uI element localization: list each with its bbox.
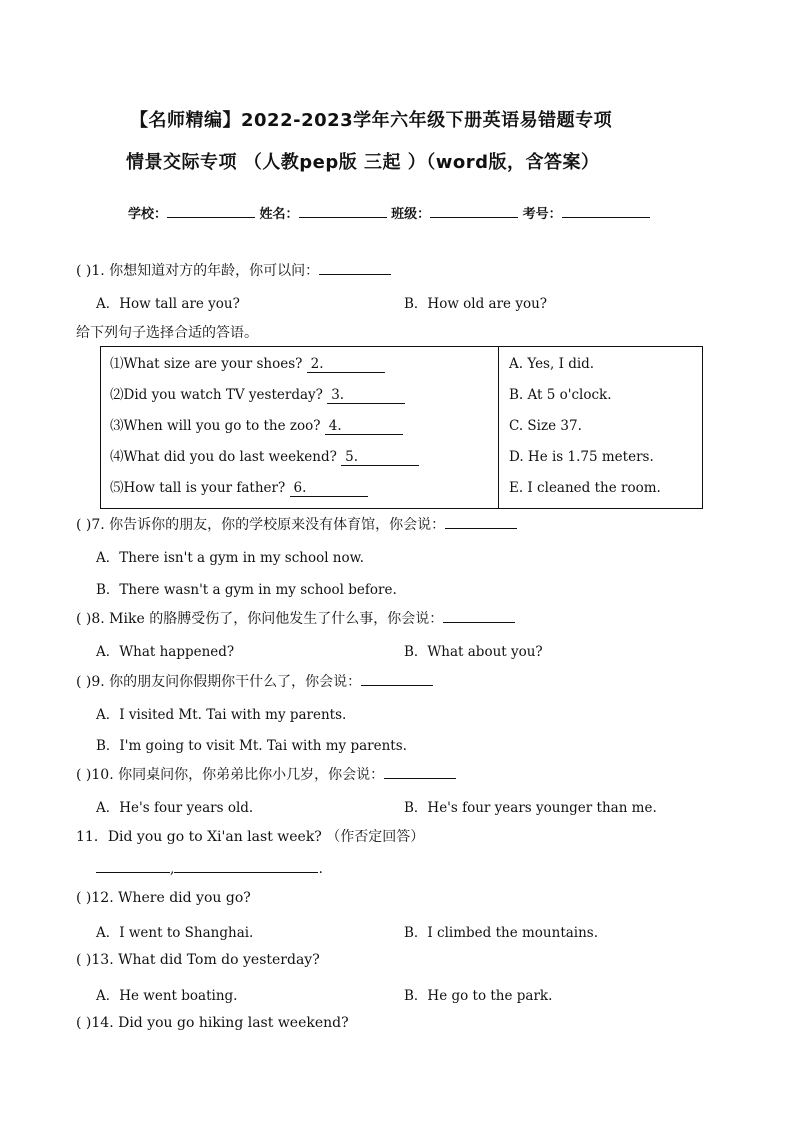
matching-questions [101,347,499,509]
match-question-1: ⑴What size are your shoes? 2. [110,353,498,384]
match-answer-e: E. I cleaned the room. [509,480,661,496]
question-7-option-b: B．There wasn't a gym in my school before. [96,582,397,598]
question-12-text: 12. Where did you go? [91,890,251,906]
answer-paren[interactable]: ( ) [76,517,92,533]
school-label: 学校： [128,207,168,222]
name-label: 姓名： [259,207,299,222]
match-answer-a: A. Yes, I did. [509,356,595,372]
answer-blank[interactable] [445,514,517,529]
answer-paren[interactable]: ( ) [76,611,92,627]
match-question-4: ⑷What did you do last weekend? 5. [110,446,498,477]
question-10-option-b: B．He's four years younger than me. [404,800,657,816]
matching-answers [499,347,703,509]
match-blank-2[interactable]: 2. [307,356,385,373]
exam-number-field[interactable] [562,203,650,218]
question-1 [76,260,391,280]
question-7-text: 7. 你告诉你的朋友，你的学校原来没有体育馆，你会说： [91,517,446,533]
answer-blank[interactable] [319,260,391,275]
question-10 [76,764,456,784]
question-13-option-b: B．He go to the park. [404,988,553,1004]
title-line-1: 【名师精编】2022-2023学年六年级下册英语易错题专项 [130,110,613,131]
class-field[interactable] [430,203,518,218]
answer-paren[interactable]: ( ) [76,263,92,279]
exam-number-label: 考号： [522,207,562,222]
question-9-text: 9. 你的朋友问你假期你干什么了，你会说： [91,674,362,690]
name-field[interactable] [299,203,387,218]
question-14 [76,1015,349,1031]
school-field[interactable] [167,203,255,218]
title-line-2: 情景交际专项 （人教pep版 三起 ）（word版，含答案） [126,152,600,173]
answer-paren[interactable]: ( ) [76,952,92,968]
question-12-option-b: B．I climbed the mountains. [404,925,599,941]
answer-paren[interactable]: ( ) [76,890,92,906]
question-11-answer: , . [96,858,323,877]
match-question-2: ⑵Did you watch TV yesterday? 3. [110,384,498,415]
match-answer-b: B. At 5 o'clock. [509,387,612,403]
question-10-option-a: A．He's four years old. [96,800,254,816]
question-14-text: 14. Did you go hiking last weekend? [91,1015,349,1031]
answer-paren[interactable]: ( ) [76,1015,92,1031]
question-8-text: 8. Mike 的胳膊受伤了，你问他发生了什么事，你会说： [91,611,444,627]
answer-blank-2[interactable] [174,858,318,873]
question-8 [76,608,515,628]
class-label: 班级： [391,207,431,222]
question-9-option-a: A．I visited Mt. Tai with my parents. [96,707,347,723]
question-9 [76,671,433,691]
question-1-option-b: B．How old are you? [404,296,548,312]
answer-blank[interactable] [384,764,456,779]
info-line [128,203,650,222]
match-answer-c: C. Size 37. [509,418,582,434]
question-8-option-a: A．What happened? [96,644,235,660]
match-blank-3[interactable]: 3. [327,387,405,404]
question-12-option-a: A．I went to Shanghai. [96,925,254,941]
answer-blank[interactable] [443,608,515,623]
match-answer-d: D. He is 1.75 meters. [509,449,654,465]
answer-blank[interactable] [361,671,433,686]
match-blank-5[interactable]: 5. [341,449,419,466]
matching-instruction: 给下列句子选择合适的答语。 [76,325,258,341]
question-10-text: 10. 你同桌问你，你弟弟比你小几岁，你会说： [91,767,385,783]
question-1-text: 1. 你想知道对方的年龄，你可以问： [91,263,320,279]
question-11-text: 11．Did you go to Xi'an last week? （作否定回答） [76,829,425,845]
question-9-option-b: B．I'm going to visit Mt. Tai with my parents. [96,738,407,754]
match-question-3: ⑶When will you go to the zoo? 4. [110,415,498,446]
question-12 [76,890,251,906]
match-blank-4[interactable]: 4. [325,418,403,435]
question-13 [76,952,320,968]
answer-paren[interactable]: ( ) [76,767,92,783]
question-1-option-a: A．How tall are you? [96,296,240,312]
answer-blank-1[interactable] [96,858,170,873]
question-7-option-a: A．There isn't a gym in my school now. [96,550,364,566]
match-blank-6[interactable]: 6. [290,480,368,497]
question-13-option-a: A．He went boating. [96,988,238,1004]
question-7 [76,514,517,534]
question-13-text: 13. What did Tom do yesterday? [91,952,320,968]
question-8-option-b: B．What about you? [404,644,543,660]
matching-table [100,346,703,509]
match-question-5: ⑸How tall is your father? 6. [110,477,498,508]
answer-paren[interactable]: ( ) [76,674,92,690]
